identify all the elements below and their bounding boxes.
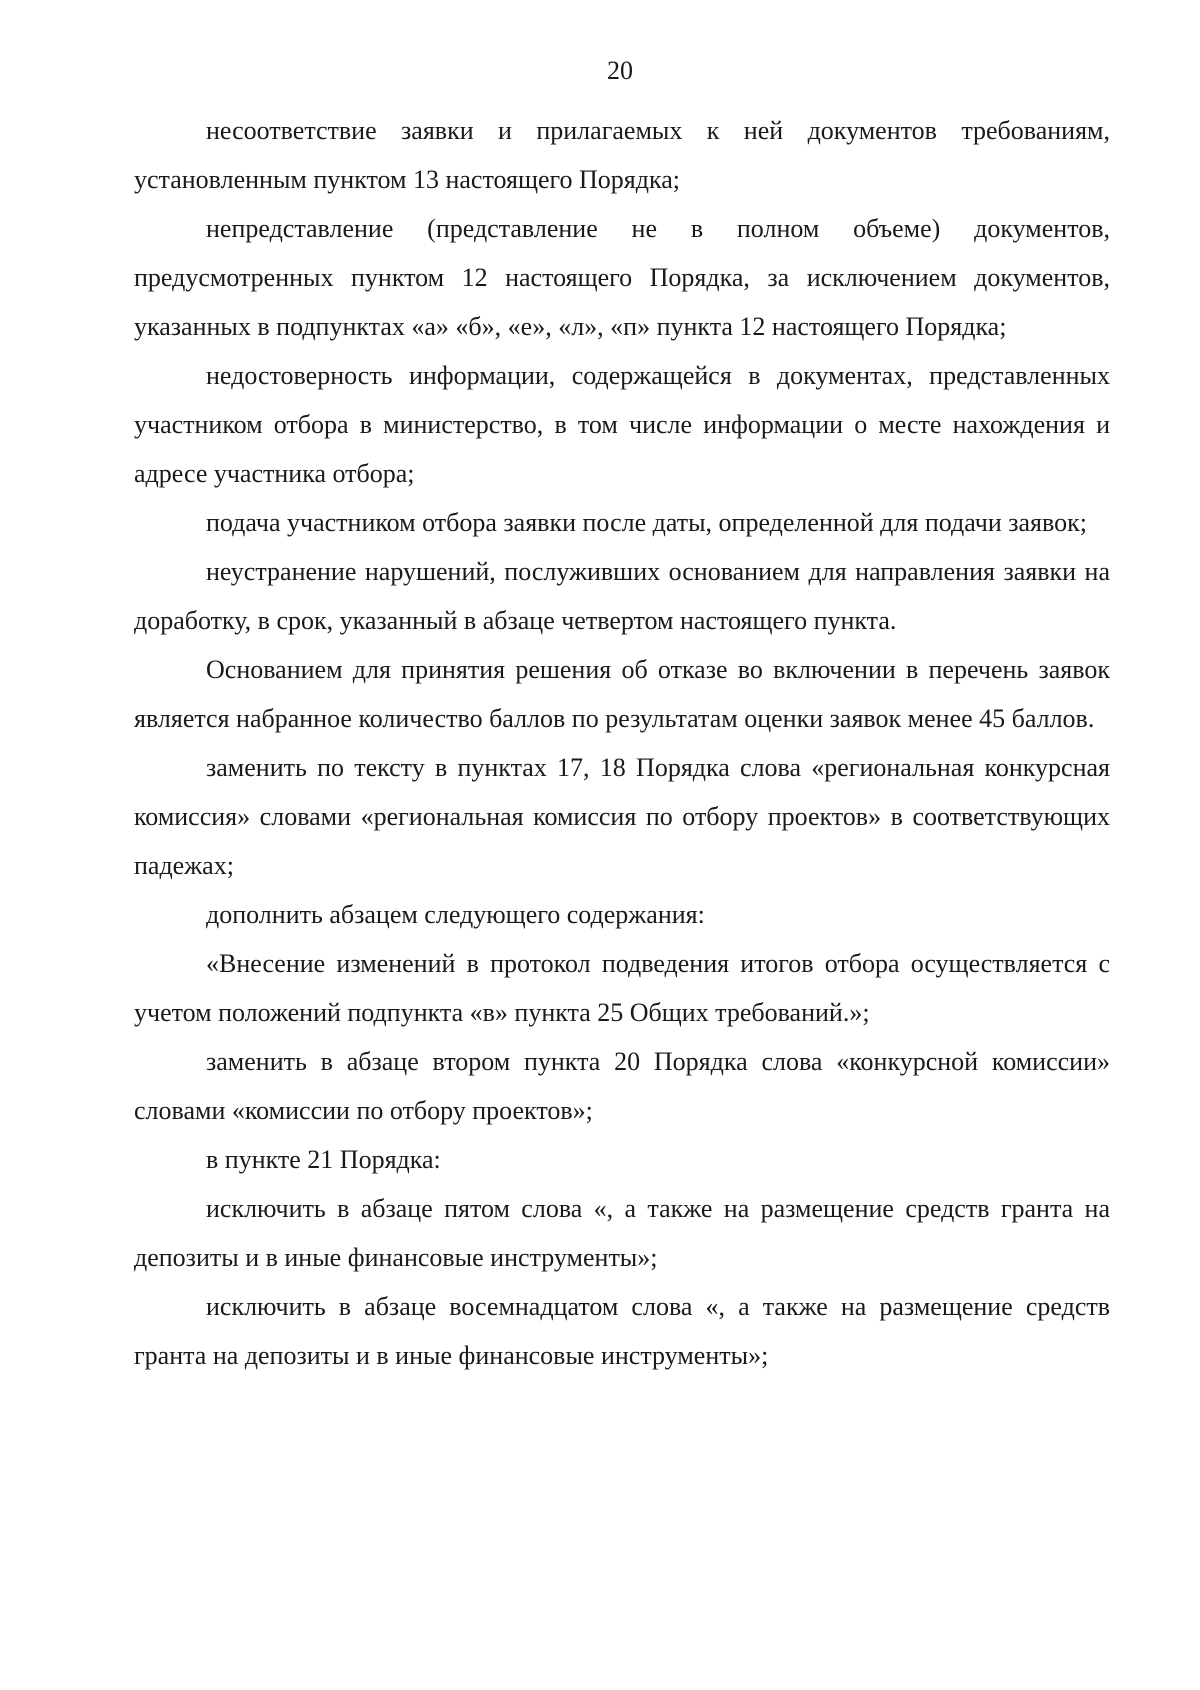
paragraph-4: подача участником отбора заявки после даты, определенной для подачи заявок; [206,508,1087,537]
paragraph-11: в пункте 21 Порядка: [206,1145,441,1174]
paragraph-5: неустранение нарушений, послуживших основанием для направления заявки на доработку, в срок, указанный в абзаце четвертом настоящего пункта. [134,557,1110,635]
paragraph-2: непредставление (представление не в полном объеме) документов, предусмотренных пунктом 12 настоящего Порядка, за исключением документов, указанных в подпунктах «а» «б», «е», «л», «п» пункта 12 настоящего Порядка; [134,214,1110,341]
paragraph-3: недостоверность информации, содержащейся в документах, представленных участником отбора в министерство, в том числе информации о месте нахождения и адресе участника отбора; [134,361,1110,488]
paragraph-10: заменить в абзаце втором пункта 20 Порядка слова «конкурсной комиссии» словами «комиссии по отбору проектов»; [134,1047,1110,1125]
paragraph-1: несоответствие заявки и прилагаемых к ней документов требованиям, установленным пунктом 13 настоящего Порядка; [134,116,1110,194]
paragraph-8: дополнить абзацем следующего содержания: [206,900,705,929]
page-number: 20 [607,56,633,85]
document-body [134,106,1110,1380]
paragraph-9: «Внесение изменений в протокол подведения итогов отбора осуществляется с учетом положений подпункта «в» пункта 25 Общих требований.»; [134,949,1110,1027]
paragraph-12: исключить в абзаце пятом слова «, а также на размещение средств гранта на депозиты и в иные финансовые инструменты»; [134,1194,1110,1272]
paragraph-6: Основанием для принятия решения об отказе во включении в перечень заявок является набранное количество баллов по результатам оценки заявок менее 45 баллов. [134,655,1110,733]
paragraph-13: исключить в абзаце восемнадцатом слова «, а также на размещение средств гранта на депозиты и в иные финансовые инструменты»; [134,1292,1110,1370]
paragraph-7: заменить по тексту в пунктах 17, 18 Порядка слова «региональная конкурсная комиссия» словами «региональная комиссия по отбору проектов» в соответствующих падежах; [134,753,1110,880]
